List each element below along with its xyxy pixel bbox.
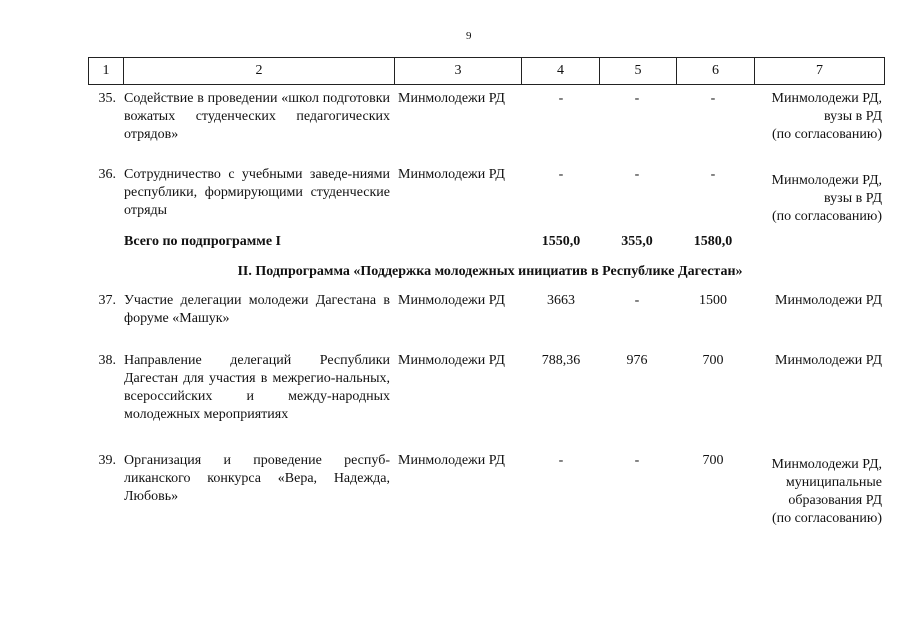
- column-header: 6: [677, 58, 755, 85]
- row-col5: -: [634, 167, 640, 182]
- total-col5: 355,0: [621, 234, 653, 249]
- executor-line: Минмолодежи РД,: [771, 173, 882, 188]
- executor-line: Минмолодежи РД,: [771, 457, 882, 472]
- row-col6: -: [710, 91, 716, 106]
- row-number: 38.: [98, 353, 116, 368]
- row-col4: 788,36: [541, 353, 581, 368]
- row-organization: Минмолодежи РД: [398, 167, 505, 182]
- column-header: 2: [124, 58, 395, 85]
- executor-line: вузы в РД: [824, 109, 882, 124]
- row-col4: -: [558, 453, 564, 468]
- row-description: Содействие в проведении «школ подготовки вожатых студенческих педагогических отрядов»: [124, 91, 390, 142]
- executor-line: вузы в РД: [824, 191, 882, 206]
- row-col4: -: [558, 167, 564, 182]
- table-header: [88, 57, 885, 85]
- column-header: 3: [395, 58, 522, 85]
- row-col5: -: [634, 453, 640, 468]
- column-header: 7: [755, 58, 885, 85]
- row-col4: 3663: [547, 293, 575, 308]
- row-col4: -: [558, 91, 564, 106]
- row-executors: [752, 456, 882, 528]
- row-description: Организация и проведение респуб-ликанского конкурса «Вера, Надежда, Любовь»: [124, 453, 390, 504]
- row-description: Направление делегаций Республики Дагестан для участия в межрегио-нальных, всероссийских и между-народных молодежных мероприятиях: [124, 353, 390, 422]
- executor-line: образования РД: [788, 493, 882, 508]
- column-header: 4: [522, 58, 600, 85]
- row-col6: 700: [702, 353, 724, 368]
- column-header: 5: [600, 58, 677, 85]
- executor-line: (по согласованию): [771, 127, 882, 142]
- row-organization: Минмолодежи РД: [398, 293, 505, 308]
- row-executors: [752, 90, 882, 144]
- row-description: Участие делегации молодежи Дагестана в форуме «Машук»: [124, 293, 390, 326]
- row-number: 36.: [98, 167, 116, 182]
- section-title: II. Подпрограмма «Поддержка молодежных инициатив в Республике Дагестан»: [237, 264, 743, 279]
- column-header: 1: [89, 58, 124, 85]
- row-description: Сотрудничество с учебными заведе-ниями республики, формирующими студенческие отряды: [124, 167, 390, 218]
- row-organization: Минмолодежи РД: [398, 453, 505, 468]
- row-col6: 1500: [699, 293, 727, 308]
- executor-line: Минмолодежи РД: [775, 293, 882, 308]
- row-col5: 976: [626, 353, 648, 368]
- row-executors: [752, 352, 882, 370]
- row-executors: [752, 292, 882, 310]
- row-organization: Минмолодежи РД: [398, 91, 505, 106]
- executor-line: (по согласованию): [771, 209, 882, 224]
- row-executors: [752, 172, 882, 226]
- row-number: 37.: [98, 293, 116, 308]
- row-number: 39.: [98, 453, 116, 468]
- row-organization: Минмолодежи РД: [398, 353, 505, 368]
- executor-line: Минмолодежи РД,: [771, 91, 882, 106]
- row-col6: -: [710, 167, 716, 182]
- row-col5: -: [634, 293, 640, 308]
- page-number: 9: [466, 30, 472, 42]
- executor-line: (по согласованию): [771, 511, 882, 526]
- total-label: Всего по подпрограмме I: [124, 234, 281, 249]
- row-col6: 700: [702, 453, 724, 468]
- executor-line: Минмолодежи РД: [775, 353, 882, 368]
- row-number: 35.: [98, 91, 116, 106]
- total-col6: 1580,0: [693, 234, 733, 249]
- executor-line: муниципальные: [785, 475, 882, 490]
- row-col5: -: [634, 91, 640, 106]
- total-col4: 1550,0: [541, 234, 581, 249]
